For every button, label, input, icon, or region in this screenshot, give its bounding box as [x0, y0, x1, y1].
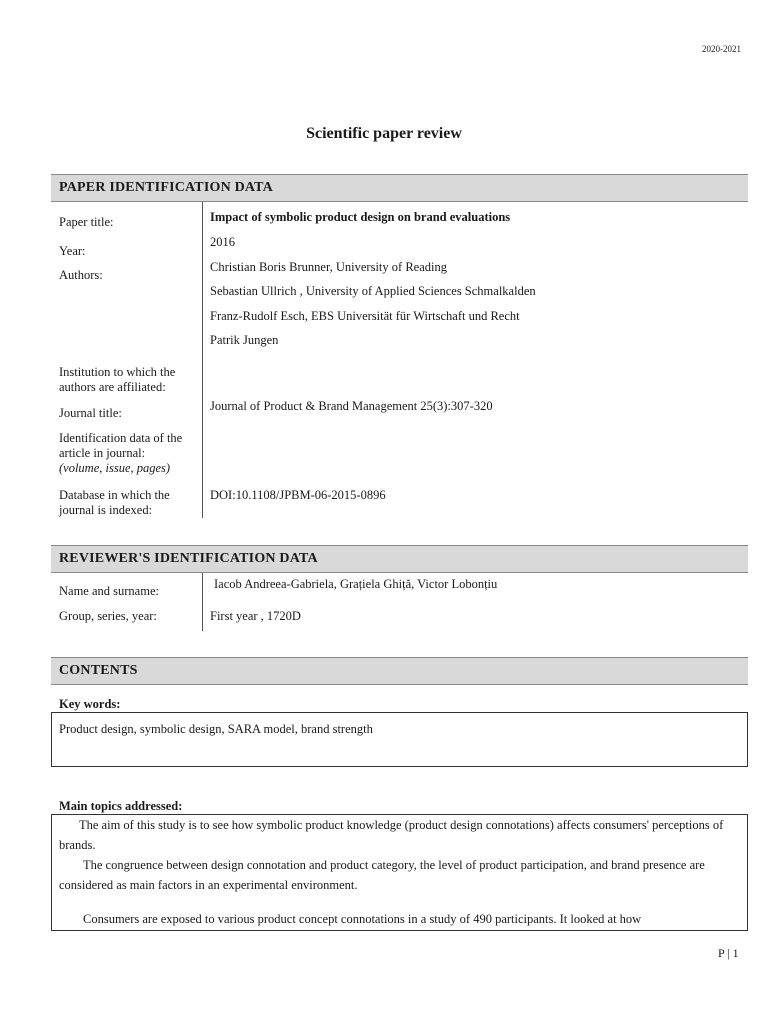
doi-value: DOI:10.1108/JPBM-06-2015-0896 — [210, 488, 386, 502]
author-2: Sebastian Ullrich , University of Applied Sciences Schmalkalden — [210, 284, 536, 298]
main-topic-paragraph-1: The aim of this study is to see how symbolic product knowledge (product design connotations) affects consumers' perceptions of brands. — [59, 818, 724, 852]
contents-section-heading: CONTENTS — [51, 657, 748, 685]
institution-label: Institution to which the authors are affiliated: — [59, 365, 176, 394]
keywords-text: Product design, symbolic design, SARA model, brand strength — [59, 722, 373, 736]
header-year-range: 2020-2021 — [702, 44, 741, 54]
main-topics-label: Main topics addressed: — [59, 799, 183, 813]
paper-section-heading: PAPER IDENTIFICATION DATA — [51, 174, 748, 202]
database-label: Database in which the journal is indexed: — [59, 488, 170, 517]
year-value: 2016 — [210, 235, 235, 249]
identification-label — [59, 431, 201, 476]
group-label: Group, series, year: — [59, 609, 157, 623]
group-value: First year , 1720D — [210, 609, 301, 623]
identification-label-note: (volume, issue, pages) — [59, 461, 171, 475]
reviewer-name-label: Name and surname: — [59, 584, 159, 598]
author-3: Franz-Rudolf Esch, EBS Universität für Wirtschaft und Recht — [210, 309, 520, 323]
reviewer-section-divider — [202, 573, 203, 631]
paper-section-divider — [202, 202, 203, 518]
reviewer-name-value: Iacob Andreea-Gabriela, Grațiela Ghiță, Victor Lobonțiu — [214, 577, 498, 591]
paper-title-value: Impact of symbolic product design on brand evaluations — [210, 210, 511, 224]
identification-label-main: Identification data of the article in journal: — [59, 431, 183, 460]
main-topic-paragraph-3: Consumers are exposed to various product concept connotations in a study of 490 participants. It looked at how — [83, 912, 642, 926]
reviewer-section-heading: REVIEWER'S IDENTIFICATION DATA — [51, 545, 748, 573]
year-label: Year: — [59, 244, 86, 258]
keywords-box — [51, 712, 748, 767]
authors-label: Authors: — [59, 268, 103, 282]
author-1: Christian Boris Brunner, University of Reading — [210, 260, 447, 274]
main-topics-box — [51, 814, 748, 931]
main-topic-paragraph-2: The congruence between design connotation and product category, the level of product participation, and brand presence are considered as main factors in an experimental environment. — [59, 858, 705, 892]
journal-title-label: Journal title: — [59, 406, 122, 420]
page-number: P | 1 — [718, 946, 739, 960]
keywords-label: Key words: — [59, 697, 121, 711]
paper-title-label: Paper title: — [59, 215, 114, 229]
author-4: Patrik Jungen — [210, 333, 279, 347]
journal-value: Journal of Product & Brand Management 25(3):307-320 — [210, 399, 493, 413]
document-title: Scientific paper review — [306, 125, 462, 142]
